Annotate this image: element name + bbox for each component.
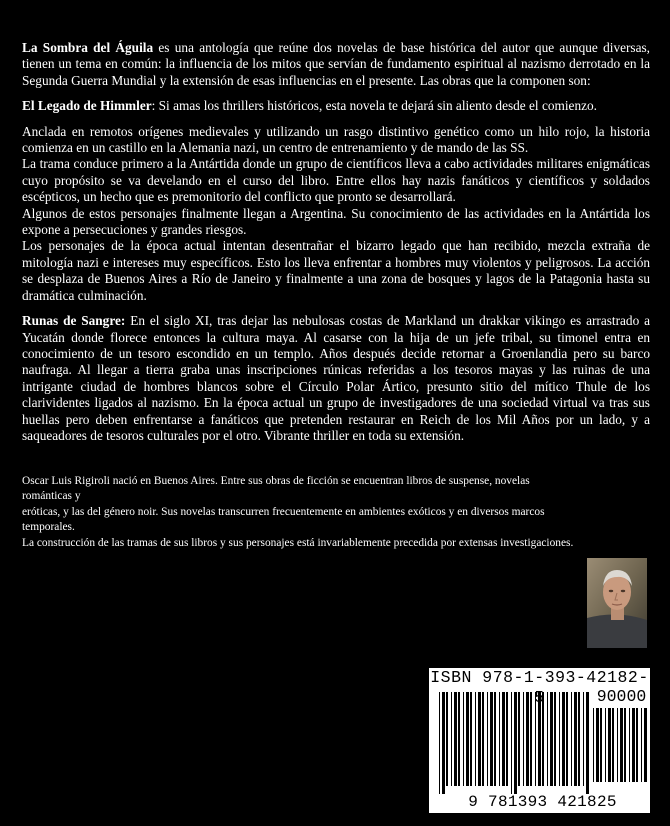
barcode-bar — [641, 708, 642, 782]
barcode-bar — [554, 692, 556, 786]
barcode-bar — [499, 692, 500, 786]
barcode-bar — [617, 708, 618, 782]
back-cover-text — [22, 40, 650, 444]
barcode-bar — [605, 708, 606, 782]
book1-paragraph: La trama conduce primero a la Antártida donde un grupo de científicos lleva a cabo actividades militares enigmáticas cuyo propósito se va develando en el curso del libro. Entre ellos hay nazis fanáticos y científicos y soldados escépticos, un hecho que es premonitorio del conflicto que pronto se desarrollará. — [22, 156, 650, 205]
barcode-bar — [538, 692, 541, 786]
barcode-bar — [470, 692, 472, 786]
book1-tagline: : Si amas los thrillers históricos, esta novela te dejará sin aliento desde el comienzo. — [151, 98, 597, 114]
book1-paragraph: Algunos de estos personajes finalmente llegan a Argentina. Su conocimiento de las actividades en la Antártida los expone a persecuciones y grandes riesgos. — [22, 205, 650, 238]
barcode-bar — [632, 708, 635, 782]
bio-line: La construcción de las tramas de sus libros y sus personajes está invariablemente precedida por extensas investigaciones. — [22, 536, 574, 549]
barcode-bar — [612, 708, 614, 782]
book1-heading — [22, 98, 650, 114]
barcode-bar — [506, 692, 508, 786]
barcode-bar — [644, 708, 647, 782]
isbn-number: ISBN 978-1-393-42182- — [430, 668, 649, 687]
barcode-bar — [624, 708, 626, 782]
addon-barcode-bars — [593, 708, 648, 790]
barcode-bar — [478, 692, 481, 786]
barcode-bar — [487, 692, 488, 786]
barcode-bar — [530, 692, 532, 786]
barcode-bar — [466, 692, 469, 786]
barcode-bar — [608, 708, 611, 782]
anthology-title: La Sombra del Águila — [22, 40, 154, 55]
barcode-bar — [636, 708, 638, 782]
isbn-barcode — [429, 668, 650, 813]
barcode-bar — [523, 692, 524, 786]
book1-title: El Legado de Himmler — [22, 98, 152, 114]
barcode-bar — [535, 692, 536, 786]
barcode-bar — [629, 708, 630, 782]
barcode-bar — [482, 692, 484, 786]
barcode-bar — [559, 692, 560, 786]
barcode-bar — [446, 692, 448, 786]
barcode-bar — [463, 692, 464, 786]
bio-line: eróticas, y las del género noir. Sus novelas transcurren frecuentemente en ambientes exóticos y en diversos marcos temporales. — [22, 505, 545, 534]
barcode-bar — [526, 692, 529, 786]
barcode-bar — [511, 692, 512, 794]
barcode-bar — [566, 692, 568, 786]
barcode-bar — [571, 692, 572, 786]
barcode-bar — [442, 692, 445, 794]
barcode-bar — [586, 692, 589, 794]
author-bio — [22, 474, 582, 551]
barcode-bar — [578, 692, 580, 786]
book2-title: Runas de Sangre: — [22, 313, 126, 329]
barcode-bar — [547, 692, 548, 786]
book1-paragraph: Anclada en remotos orígenes medievales y utilizando un rasgo distintivo genético como un hilo rojo, la historia comienza en un castillo en la Alemania nazi, un centro de entrenamiento y de mando de las SS. — [22, 123, 650, 156]
book1-paragraph: Los personajes de la época actual intentan desentrañar el bizarro legado que han recibido, mezcla extraña de mitología nazi e intereses muy específicos. Esto los lleva enfrentar a hombres muy violentos y peligrosos. La acción se desplaza de Buenos Aires a Río de Janeiro y finalmente a una zona de bosques y lagos de la Patagonia hasta su dramática culminación. — [22, 238, 650, 303]
author-portrait-image — [587, 558, 647, 648]
ean-barcode-bars — [439, 692, 591, 794]
barcode-digits: 9 781393 421825 — [468, 793, 617, 811]
barcode-bar — [451, 692, 452, 786]
barcode-bar — [518, 692, 520, 786]
barcode-bar — [454, 692, 457, 786]
barcode-bar — [600, 708, 602, 782]
barcode-bar — [574, 692, 577, 786]
barcode-bar — [458, 692, 460, 786]
author-photo — [587, 558, 647, 648]
intro-text: es una antología que reúne dos novelas de base histórica del autor que aunque diversas, tienen un tema en común: la influencia de los mitos que servían de fundamento espiritual al nazismo derrotado en la Segunda Guerra Mundial y la extensión de esas influencias en el presente. Las obras que la componen son: — [22, 40, 650, 88]
barcode-bar — [490, 692, 493, 786]
barcode-bar — [514, 692, 517, 794]
barcode-bar — [542, 692, 544, 786]
barcode-bar — [583, 692, 584, 786]
barcode-bar — [494, 692, 496, 786]
book2-paragraph — [22, 313, 650, 444]
price-code: 90000 — [596, 687, 647, 706]
barcode-bar — [562, 692, 565, 786]
intro-paragraph — [22, 40, 650, 89]
barcode-bar — [502, 692, 505, 786]
bio-line: Oscar Luis Rigiroli nació en Buenos Aires. Entre sus obras de ficción se encuentran libros de suspense, novelas románticas y — [22, 475, 530, 503]
book2-text: En el siglo XI, tras dejar las nebulosas costas de Markland un drakkar vikingo es arrastrado a Yucatán donde florece entonces la cultura maya. Al casarse con la hija de un jefe tribal, su timonel entra en conocimiento de un tesoro escondido en un templo. Años después decide retornar a Groenlandia pero su barco naufraga. Al llegar a tierra graba unas inscripciones rúnicas referidas a los tesoros mayas y las ruinas de una intrigante ciudad de hombres blancos sobre el Círculo Polar Ártico, presunto sitio del mítico Thule de los clarividentes ligados al nazismo. En la época actual un grupo de investigadores de una sociedad virtual va tras sus huellas pero deben enfrentarse a fanáticos que pretenden restaurar en Reich de los Mil Años por un lado, y a saqueadores de tesoros culturales por el otro. Vibrante thriller en toda su extensión. — [22, 313, 650, 443]
barcode-bar — [439, 692, 440, 794]
barcode-bar — [596, 708, 599, 782]
barcode-bar — [550, 692, 553, 786]
barcode-bar — [593, 708, 594, 782]
barcode-bar — [620, 708, 623, 782]
barcode-bar — [475, 692, 476, 786]
